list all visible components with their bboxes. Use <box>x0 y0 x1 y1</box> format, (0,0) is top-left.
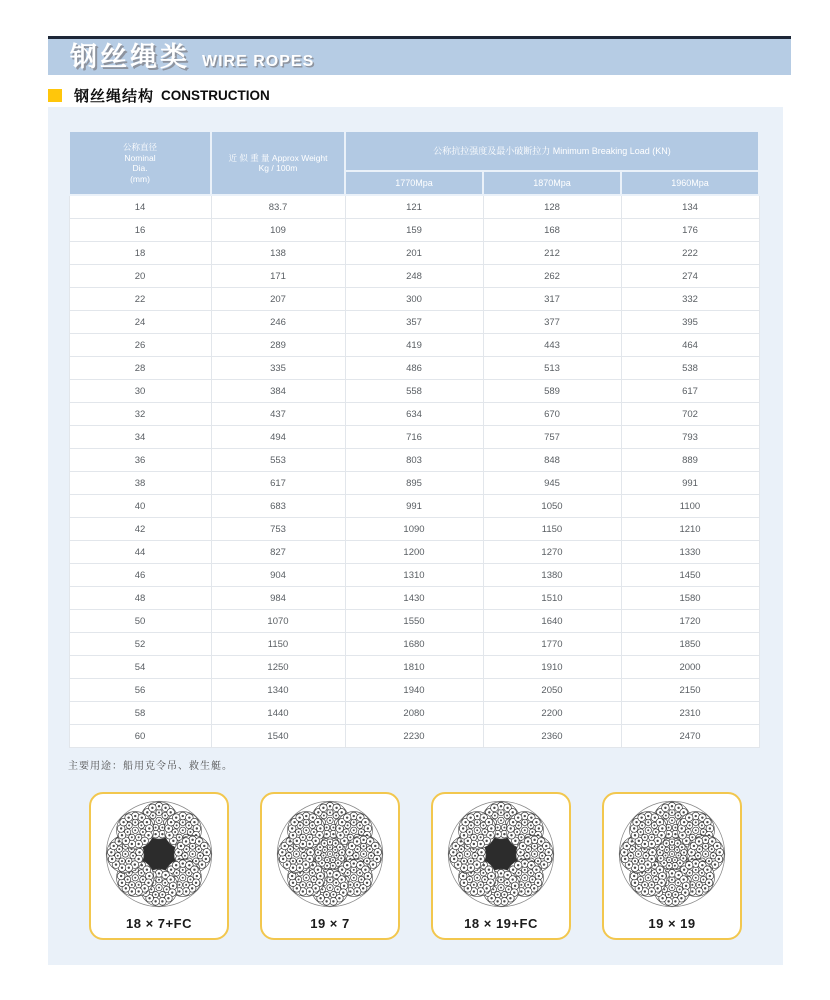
header-weight-line1: 近 似 重 量 Approx Weight <box>228 152 328 163</box>
rope-card <box>260 792 400 940</box>
table-cell: 2310 <box>621 702 759 725</box>
table-row <box>69 311 759 334</box>
table-cell: 246 <box>211 311 345 334</box>
header-diameter-zh: 公称直径 <box>122 142 157 152</box>
rope-construction-label: 18 × 7+FC <box>126 916 192 931</box>
table-cell: 168 <box>483 219 621 242</box>
table-cell: 1850 <box>621 633 759 656</box>
table-row <box>69 610 759 633</box>
table-body <box>69 195 759 748</box>
table-cell: 2080 <box>345 702 483 725</box>
table-cell: 757 <box>483 426 621 449</box>
table-row <box>69 725 759 748</box>
table-cell: 42 <box>69 518 211 541</box>
table-cell: 1770 <box>483 633 621 656</box>
table-cell: 419 <box>345 334 483 357</box>
table-cell: 222 <box>621 242 759 265</box>
construction-cards <box>48 792 783 940</box>
table-cell: 1150 <box>211 633 345 656</box>
table-cell: 513 <box>483 357 621 380</box>
table-cell: 1580 <box>621 587 759 610</box>
table-cell: 248 <box>345 265 483 288</box>
table-cell: 50 <box>69 610 211 633</box>
table-cell: 895 <box>345 472 483 495</box>
table-cell: 300 <box>345 288 483 311</box>
table-cell: 1440 <box>211 702 345 725</box>
table-cell: 1090 <box>345 518 483 541</box>
table-cell: 18 <box>69 242 211 265</box>
table-row <box>69 541 759 564</box>
banner-title-zh: 钢丝绳类 <box>70 42 190 72</box>
table-cell: 48 <box>69 587 211 610</box>
table-cell: 83.7 <box>211 195 345 219</box>
table-row <box>69 195 759 219</box>
table-cell: 207 <box>211 288 345 311</box>
usage-note: 主要用途：船用克令吊、救生艇。 <box>68 761 233 772</box>
table-cell: 16 <box>69 219 211 242</box>
table-row <box>69 472 759 495</box>
table-cell: 1510 <box>483 587 621 610</box>
header-grade: 1770Mpa <box>345 171 483 195</box>
table-row <box>69 656 759 679</box>
rope-cross-section-diagram <box>616 798 728 910</box>
content-panel <box>48 107 783 965</box>
table-cell: 34 <box>69 426 211 449</box>
table-cell: 109 <box>211 219 345 242</box>
table-row <box>69 357 759 380</box>
table-cell: 134 <box>621 195 759 219</box>
spec-table <box>68 130 760 748</box>
table-row <box>69 702 759 725</box>
section-header <box>48 85 270 106</box>
table-row <box>69 495 759 518</box>
section-title-zh: 钢丝绳结构 <box>74 88 155 105</box>
rope-card <box>431 792 571 940</box>
table-cell: 121 <box>345 195 483 219</box>
table-cell: 702 <box>621 403 759 426</box>
table-cell: 2470 <box>621 725 759 748</box>
table-cell: 201 <box>345 242 483 265</box>
table-cell: 486 <box>345 357 483 380</box>
table-row <box>69 380 759 403</box>
table-cell: 212 <box>483 242 621 265</box>
rope-construction-label: 19 × 19 <box>648 916 696 931</box>
table-row <box>69 518 759 541</box>
table-row <box>69 265 759 288</box>
table-cell: 1150 <box>483 518 621 541</box>
page-banner <box>48 36 791 75</box>
table-cell: 670 <box>483 403 621 426</box>
table-row <box>69 242 759 265</box>
table-cell: 889 <box>621 449 759 472</box>
table-cell: 1330 <box>621 541 759 564</box>
table-cell: 589 <box>483 380 621 403</box>
yellow-bullet-icon <box>48 89 62 102</box>
table-cell: 54 <box>69 656 211 679</box>
table-cell: 1200 <box>345 541 483 564</box>
table-cell: 36 <box>69 449 211 472</box>
table-cell: 803 <box>345 449 483 472</box>
table-cell: 24 <box>69 311 211 334</box>
table-cell: 617 <box>211 472 345 495</box>
table-cell: 793 <box>621 426 759 449</box>
table-cell: 553 <box>211 449 345 472</box>
table-cell: 683 <box>211 495 345 518</box>
table-cell: 1550 <box>345 610 483 633</box>
table-cell: 30 <box>69 380 211 403</box>
table-cell: 1210 <box>621 518 759 541</box>
rope-cross-section-diagram <box>274 798 386 910</box>
table-cell: 538 <box>621 357 759 380</box>
table-row <box>69 426 759 449</box>
header-diameter-en1: Nominal <box>124 152 156 163</box>
table-cell: 945 <box>483 472 621 495</box>
table-cell: 377 <box>483 311 621 334</box>
table-cell: 176 <box>621 219 759 242</box>
table-row <box>69 334 759 357</box>
table-cell: 28 <box>69 357 211 380</box>
rope-cross-section-diagram <box>103 798 215 910</box>
table-cell: 848 <box>483 449 621 472</box>
table-cell: 464 <box>621 334 759 357</box>
table-cell: 1910 <box>483 656 621 679</box>
table-cell: 26 <box>69 334 211 357</box>
header-breaking-load: 公称抗拉强度及最小破断拉力 Minimum Breaking Load (KN) <box>345 131 759 171</box>
table-cell: 494 <box>211 426 345 449</box>
table-cell: 753 <box>211 518 345 541</box>
table-row <box>69 219 759 242</box>
header-weight <box>211 131 345 195</box>
table-row <box>69 288 759 311</box>
table-cell: 1540 <box>211 725 345 748</box>
table-cell: 2200 <box>483 702 621 725</box>
table-cell: 40 <box>69 495 211 518</box>
rope-card <box>602 792 742 940</box>
table-cell: 1640 <box>483 610 621 633</box>
table-cell: 2150 <box>621 679 759 702</box>
table-cell: 32 <box>69 403 211 426</box>
table-cell: 1340 <box>211 679 345 702</box>
table-cell: 38 <box>69 472 211 495</box>
table-cell: 991 <box>621 472 759 495</box>
table-cell: 2360 <box>483 725 621 748</box>
header-grade: 1960Mpa <box>621 171 759 195</box>
table-cell: 159 <box>345 219 483 242</box>
table-cell: 335 <box>211 357 345 380</box>
header-diameter <box>69 131 211 195</box>
table-cell: 332 <box>621 288 759 311</box>
table-cell: 52 <box>69 633 211 656</box>
header-diameter-en2: Dia. <box>132 163 148 173</box>
table-cell: 558 <box>345 380 483 403</box>
table-cell: 20 <box>69 265 211 288</box>
section-title-en: CONSTRUCTION <box>161 88 270 103</box>
table-cell: 1940 <box>345 679 483 702</box>
header-weight-line2: Kg / 100m <box>258 163 298 173</box>
table-row <box>69 679 759 702</box>
table-row <box>69 587 759 610</box>
table-cell: 827 <box>211 541 345 564</box>
table-cell: 716 <box>345 426 483 449</box>
table-cell: 2050 <box>483 679 621 702</box>
table-cell: 2230 <box>345 725 483 748</box>
table-cell: 1270 <box>483 541 621 564</box>
table-cell: 46 <box>69 564 211 587</box>
table-cell: 1310 <box>345 564 483 587</box>
table-cell: 262 <box>483 265 621 288</box>
table-cell: 317 <box>483 288 621 311</box>
table-cell: 1680 <box>345 633 483 656</box>
table-cell: 1810 <box>345 656 483 679</box>
table-cell: 2000 <box>621 656 759 679</box>
table-cell: 384 <box>211 380 345 403</box>
banner-title-en: WIRE ROPES <box>202 53 315 70</box>
table-cell: 60 <box>69 725 211 748</box>
table-cell: 357 <box>345 311 483 334</box>
table-cell: 1720 <box>621 610 759 633</box>
table-row <box>69 449 759 472</box>
table-cell: 1380 <box>483 564 621 587</box>
header-grade: 1870Mpa <box>483 171 621 195</box>
rope-cross-section-diagram <box>445 798 557 910</box>
table-cell: 14 <box>69 195 211 219</box>
table-row <box>69 403 759 426</box>
table-row <box>69 633 759 656</box>
table-cell: 138 <box>211 242 345 265</box>
table-cell: 44 <box>69 541 211 564</box>
table-cell: 1250 <box>211 656 345 679</box>
table-cell: 274 <box>621 265 759 288</box>
rope-construction-label: 18 × 19+FC <box>464 916 538 931</box>
table-cell: 22 <box>69 288 211 311</box>
table-cell: 617 <box>621 380 759 403</box>
table-cell: 984 <box>211 587 345 610</box>
table-cell: 58 <box>69 702 211 725</box>
header-diameter-en3: (mm) <box>130 173 150 184</box>
rope-card <box>89 792 229 940</box>
table-cell: 395 <box>621 311 759 334</box>
table-cell: 128 <box>483 195 621 219</box>
table-cell: 437 <box>211 403 345 426</box>
rope-construction-label: 19 × 7 <box>310 916 350 931</box>
table-cell: 1050 <box>483 495 621 518</box>
table-cell: 1070 <box>211 610 345 633</box>
table-cell: 443 <box>483 334 621 357</box>
table-cell: 904 <box>211 564 345 587</box>
table-cell: 634 <box>345 403 483 426</box>
table-cell: 1430 <box>345 587 483 610</box>
table-cell: 1100 <box>621 495 759 518</box>
table-cell: 289 <box>211 334 345 357</box>
table-row <box>69 564 759 587</box>
table-cell: 1450 <box>621 564 759 587</box>
table-cell: 56 <box>69 679 211 702</box>
table-cell: 171 <box>211 265 345 288</box>
table-cell: 991 <box>345 495 483 518</box>
